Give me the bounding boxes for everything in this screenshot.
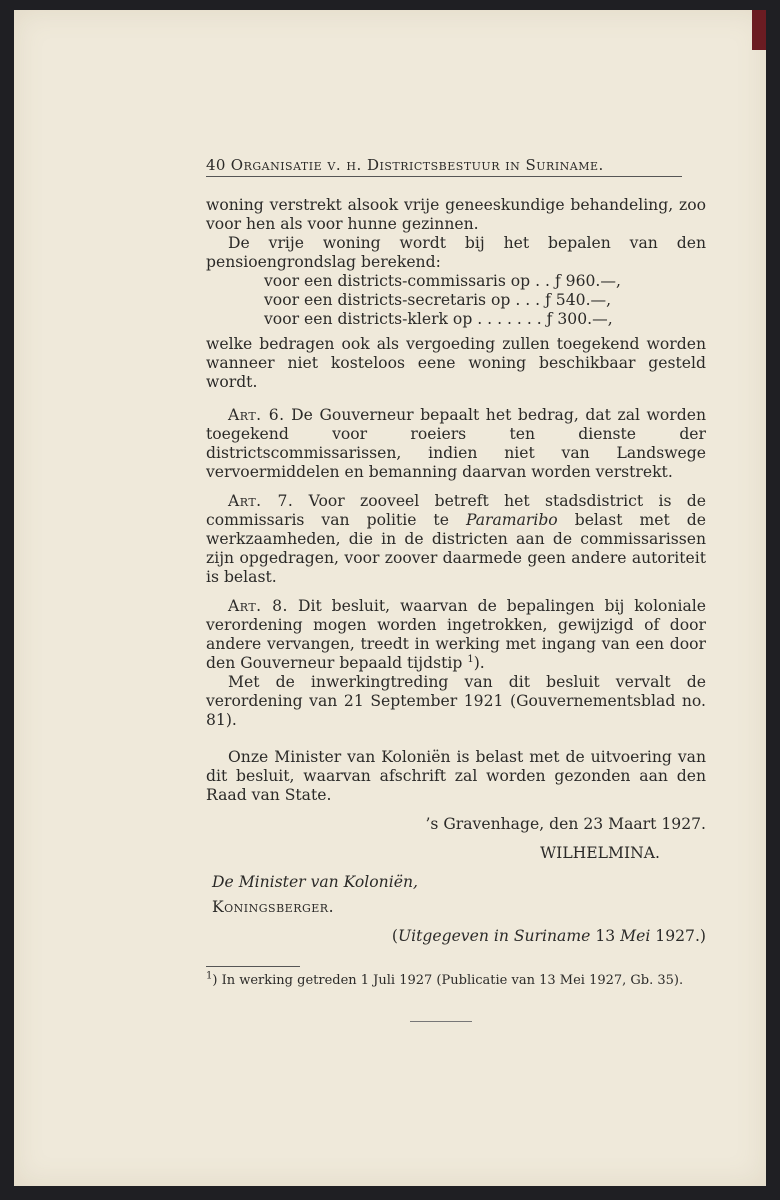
paragraph-5: Onze Minister van Koloniën is belast met de uitvoering van dit besluit, waarvan afschrift zal worden gezonden aan den Raad van State.: [206, 748, 706, 804]
list-item: voor een districts-klerk op . . . . . . . ƒ 300.—,: [264, 310, 613, 328]
publication-month: Mei: [620, 927, 651, 945]
paragraph-4: Met de inwerkingtreding van dit besluit vervalt de verordening van 21 September 1921 (Gouvernementsblad no. 81).: [206, 673, 706, 729]
running-title: Organisatie v. h. Districtsbestuur in Suriname.: [230, 156, 604, 174]
footnote: [206, 970, 706, 989]
minister-block: [212, 873, 706, 917]
place-date: ’s Gravenhage, den 23 Maart 1927.: [425, 815, 706, 833]
article-6: [206, 406, 706, 482]
list-item: voor een districts-commissaris op . . ƒ 960.—,: [264, 272, 621, 290]
paragraph-2: De vrije woning wordt bij het bepalen van den pensioengrondslag berekend:: [206, 234, 706, 271]
edge-mark: [752, 10, 766, 50]
footnote-rule: [206, 966, 300, 967]
paragraph-1: woning verstrekt alsook vrije geneeskundige behandeling, zoo voor hen als voor hunne gezinnen.: [206, 196, 706, 233]
article-7-text-a: Voor zooveel betreft het stadsdistrict is de commissaris van politie te: [206, 492, 706, 529]
article-8-text: Dit besluit, waarvan de bepalingen bij koloniale verordening mogen worden ingetrokken, gewijzigd of door andere vervangen, treedt in werking met ingang van een door den Gouverneur bepaald tijdstip: [206, 597, 706, 672]
list-item: voor een districts-secretaris op . . . ƒ 540.—,: [264, 291, 612, 309]
page-number: 40: [206, 156, 226, 174]
minister-title: De Minister van Koloniën,: [212, 873, 418, 891]
article-7-label: Art. 7.: [228, 492, 294, 510]
footnote-text: ) In werking getreden 1 Juli 1927 (Publicatie van 13 Mei 1927, Gb. 35).: [212, 973, 684, 988]
end-rule: [410, 1021, 472, 1022]
article-7-place: Paramaribo: [465, 511, 558, 529]
article-6-text: De Gouverneur bepaalt het bedrag, dat zal worden toegekend voor roeiers ten dienste der districtscommissarissen, indien niet van Landswege vervoermiddelen en bemanning daarvan worden verstrekt.: [206, 406, 706, 481]
article-6-label: Art. 6.: [228, 406, 285, 424]
royal-signature: WILHELMINA.: [540, 844, 660, 862]
footnote-reference: 1: [467, 653, 474, 665]
article-8: [206, 597, 706, 673]
document-page: [14, 10, 766, 1186]
footnote-marker: 1: [206, 970, 213, 982]
minister-name: Koningsberger.: [212, 898, 335, 916]
body-text: [206, 196, 706, 989]
publication-note: (Uitgegeven in Suriname 13 Mei 1927.): [391, 927, 706, 945]
article-8-label: Art. 8.: [228, 597, 288, 615]
article-7: [206, 492, 706, 587]
article-8-end: ).: [473, 654, 485, 672]
amount-list: [264, 272, 706, 329]
publication-place: Uitgegeven in Suriname: [397, 927, 591, 945]
article-7-text-b: belast met de werkzaamheden, die in de districten aan de commissarissen zijn opgedragen, voor zoover daarmede geen andere autoriteit is belast.: [206, 511, 706, 586]
header-rule: [206, 176, 682, 177]
paragraph-3: welke bedragen ook als vergoeding zullen toegekend worden wanneer niet kosteloos eene woning beschikbaar gesteld wordt.: [206, 335, 706, 391]
running-header: [206, 156, 682, 175]
